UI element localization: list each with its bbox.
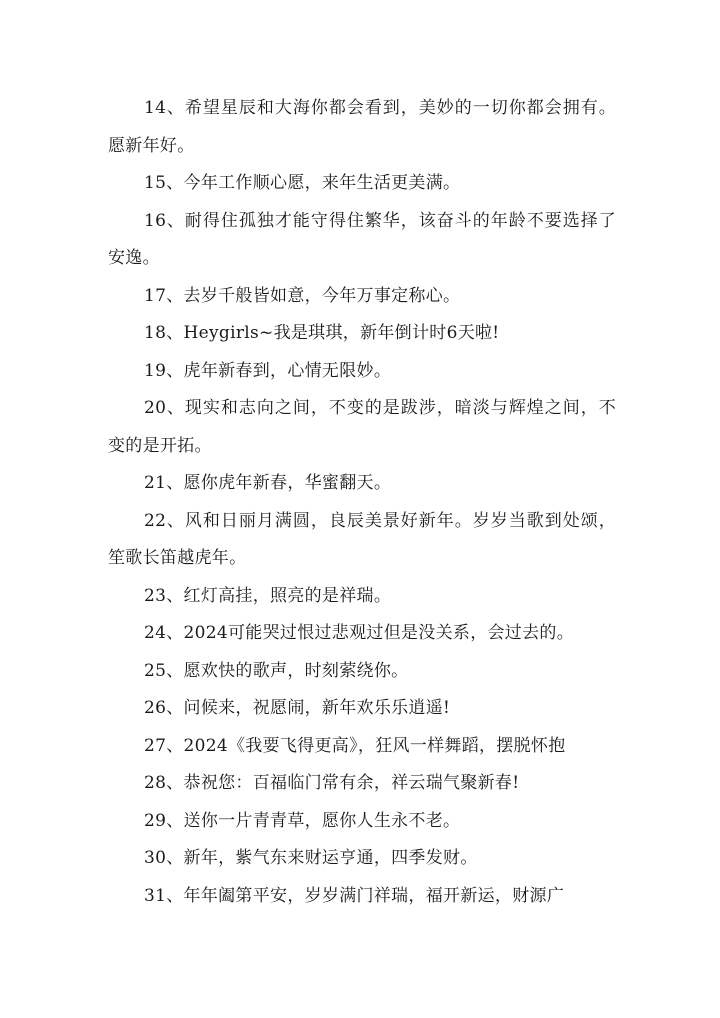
paragraph-22: 22、风和日丽月满圆，良辰美景好新年。岁岁当歌到处颂，笙歌长笛越虎年。 bbox=[108, 510, 616, 568]
paragraph-18: 18、Heygirls~我是琪琪，新年倒计时6天啦! bbox=[144, 323, 500, 343]
paragraph-17: 17、去岁千般皆如意，今年万事定称心。 bbox=[144, 285, 461, 306]
paragraph-23: 23、红灯高挂，照亮的是祥瑞。 bbox=[144, 585, 392, 606]
paragraph-30: 30、新年，紫气东来财运亨通，四季发财。 bbox=[144, 848, 478, 868]
paragraph-16: 16、耐得住孤独才能守得住繁华，该奋斗的年龄不要选择了安逸。 bbox=[108, 210, 616, 268]
paragraph-21: 21、愿你虎年新春，华蜜翻天。 bbox=[144, 473, 392, 493]
paragraph-27: 27、2024《我要飞得更高》，狂风一样舞蹈，摆脱怀抱 bbox=[144, 735, 566, 756]
paragraph-25: 25、愿欢快的歌声，时刻萦绕你。 bbox=[144, 660, 409, 681]
paragraph-20: 20、现实和志向之间，不变的是跋涉，暗淡与辉煌之间，不变的是开拓。 bbox=[108, 398, 616, 456]
paragraph-24: 24、2024可能哭过恨过悲观过但是没关系，会过去的。 bbox=[144, 623, 574, 643]
paragraph-15: 15、今年工作顺心愿，来年生活更美满。 bbox=[144, 173, 461, 193]
paragraph-19: 19、虎年新春到，心情无限妙。 bbox=[144, 360, 392, 381]
paragraph-14: 14、希望星辰和大海你都会看到，美妙的一切你都会拥有。愿新年好。 bbox=[108, 98, 616, 156]
paragraph-26: 26、问候来，祝愿闹，新年欢乐乐逍遥! bbox=[144, 698, 451, 718]
paragraph-28: 28、恭祝您：百福临门常有余，祥云瑞气聚新春! bbox=[144, 773, 520, 793]
paragraph-29: 29、送你一片青青草，愿你人生永不老。 bbox=[144, 810, 461, 831]
document-body bbox=[108, 90, 616, 915]
paragraph-31: 31、年年阖第平安，岁岁满门祥瑞，福开新运，财源广 bbox=[144, 885, 565, 906]
